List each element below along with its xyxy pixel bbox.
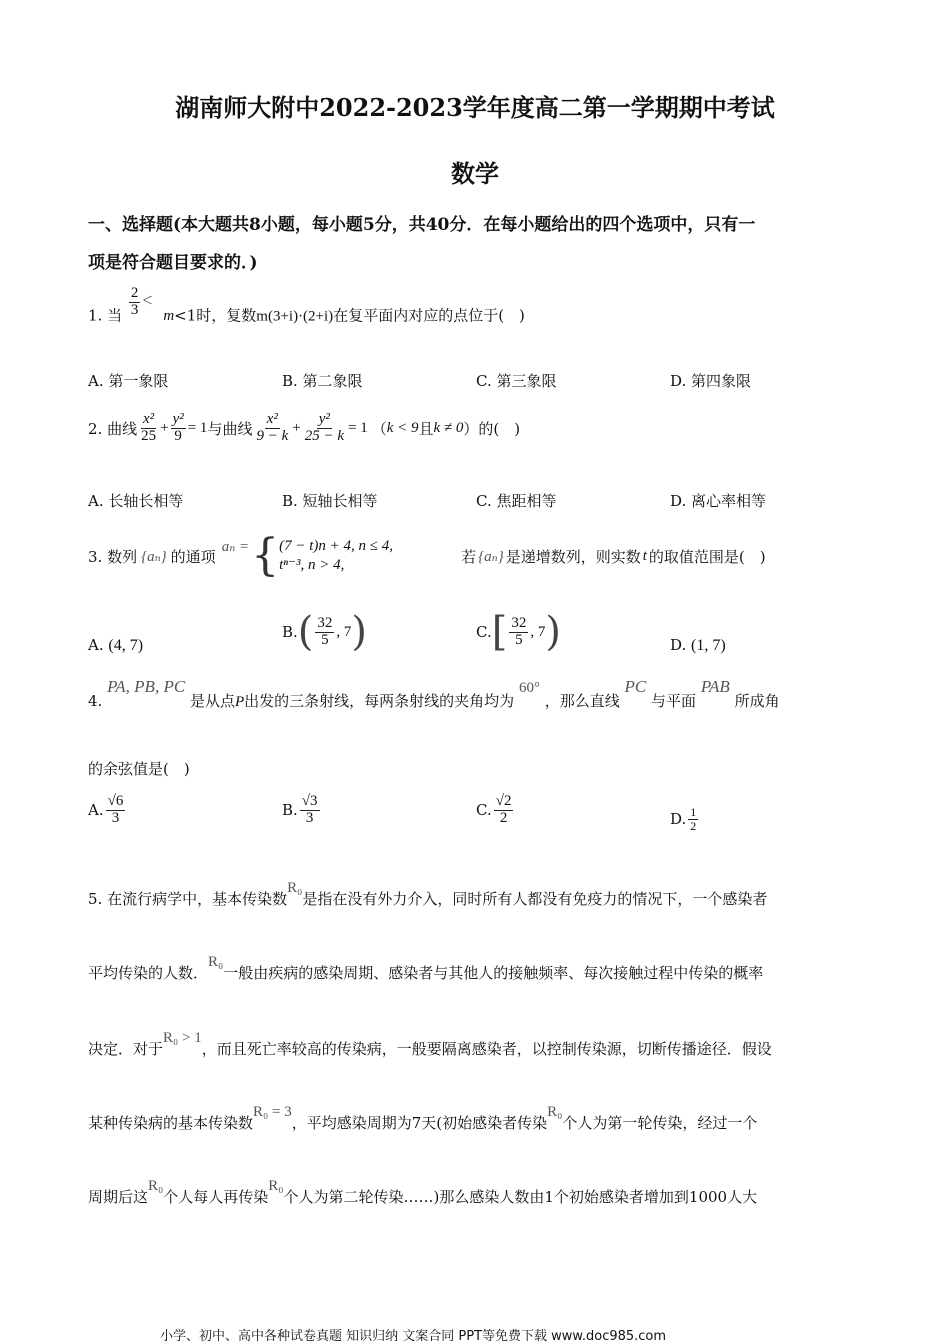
q4-option-a [88,794,127,827]
q3-option-a [88,636,143,655]
q1-fraction [129,286,141,319]
q5-l2a: 平均传染的人数． [88,964,209,982]
q3-option-c-rparen: ) [545,609,561,655]
q3-option-b-frac [315,616,334,649]
q4-option-d-frac [688,806,698,832]
q4-option-b-label: B. [282,801,298,820]
q3-option-b-den: 5 [321,631,329,648]
q3-seq2: {aₙ} [478,548,504,565]
q1-tail: 在复平面内对应的点位于( ) [333,306,525,325]
q5-r0: R₀ [268,1178,284,1194]
q5-l4b: ，平均感染周期为7天(初始感染者传染 [291,1114,548,1132]
q4-option-d-label: D. [670,810,687,829]
q1-number: 1. 当 [88,306,123,325]
q5-line4 [88,1104,758,1133]
q3-text1: 的通项 [170,547,216,566]
section-heading-line1: 一、选择题(本大题共8小题，每小题5分，共40分．在每小题给出的四个选项中，只有一 [88,215,756,235]
q4-text3: ，那么直线 [544,692,620,710]
q4-text4: 与平面 [651,692,697,710]
q3-option-b-rparen: ) [351,609,368,655]
q3-option-c-frac [509,616,528,649]
q3-option-d-value: (1, 7) [691,637,726,654]
q3-option-c-num: 32 [511,614,527,631]
q1-option-b: B. 第二象限 [282,372,363,390]
q2-c2-d1: 9 − k [256,427,289,444]
q2-option-d: D. 离心率相等 [670,492,767,510]
question-1 [88,285,525,333]
q3-case2: tⁿ⁻³, n > 4, [279,557,345,573]
q1-option-c: C. 第三象限 [476,372,557,390]
q2-cond-open: （ [371,419,387,438]
q2-c1-x2: x² [143,411,155,427]
q2-c1-x-term [139,412,158,445]
q1-m: m [163,308,175,325]
q4-option-b-frac [300,794,320,827]
q3-option-b-num: 32 [317,614,333,631]
q5-l5b: 个人每人再传染 [163,1188,269,1206]
q3-option-b-label: B. [282,623,298,641]
q2-c2-x2: x² [266,411,278,427]
q4-PAB: PAB [700,677,730,696]
q1-expr: m(3+i)·(2+i) [256,308,334,325]
q5-l2b: 一般由疾病的感染周期、感染者与其他人的接触频率、每次接触过程中传染的概率 [223,964,764,982]
q3-case1: (7 − t)n + 4, n ≤ 4, [279,538,394,554]
q4-option-b-den: 3 [305,809,314,826]
question-4-line1 [88,677,780,711]
q5-l4c: 个人为第一轮传染，经过一个 [562,1114,758,1132]
q3-text3: 是递增数列，则实数 [505,547,641,566]
q1-fraction-den: 3 [130,301,139,318]
q3-option-b-tail: , 7 [336,623,352,640]
q2-c1-eq: = 1 [187,419,208,436]
q2-cond2: k ≠ 0 [433,419,464,436]
q2-cond-close: ）的( ) [463,419,521,438]
page-footer: 小学、初中、高中各种试卷真题 知识归纳 文案合同 PPT等免费下载 www.doc985.com [160,1329,667,1344]
q4-P: P [234,694,245,710]
q4-angle: 60° [518,680,540,696]
q2-option-c: C. 焦距相等 [476,492,557,510]
q3-brace: { [251,530,280,581]
q4-option-c-num: √2 [495,793,512,809]
q1-rest: <1时，复数 [174,306,257,325]
q5-l4cond: R₀ = 3 [253,1104,292,1120]
q4-option-a-den: 3 [111,809,120,826]
q5-line2 [88,954,764,983]
q4-option-a-frac [106,794,126,827]
q2-c1-y-term [171,412,186,445]
q5-l3b: ，而且死亡率较高的传染病，一般要隔离感染者，以控制传染源，切断传播途径．假设 [201,1040,772,1058]
question-4-line2: 的余弦值是( ) [88,760,190,778]
exam-title: 湖南师大附中2022-2023学年度高二第一学期期中考试 [175,93,775,122]
q2-c1-y2: y² [172,411,184,427]
q3-option-c-label: C. [476,623,492,641]
q3-option-c-den: 5 [515,631,523,648]
q2-c2-y-term [303,412,346,445]
q4-text2: 出发的三条射线，每两条射线的夹角均为 [244,692,515,710]
q3-option-d [670,636,726,655]
question-2 [88,412,520,445]
q5-l3cond: R₀ > 1 [163,1030,202,1046]
q3-option-a-label: A. [88,636,104,654]
q2-c2-y2: y² [318,411,330,427]
q3-option-c-lbracket: [ [491,609,508,655]
q4-PC: PC [624,677,647,696]
q4-option-d-num: 1 [690,805,697,819]
q2-c1-d2: 9 [174,427,182,444]
q2-cond1: k < 9 [386,419,419,436]
q1-option-d: D. 第四象限 [670,372,752,390]
q5-r0: R₀ [287,880,303,896]
q5-line1 [88,880,768,909]
q3-option-a-value: (4, 7) [108,637,144,654]
q3-text2: 若 [461,547,477,566]
q2-mid: 与曲线 [207,419,253,438]
q4-option-d-den: 2 [690,818,697,833]
subject-title: 数学 [451,159,499,188]
q2-c1-plus: + [160,419,169,436]
q3-option-c [476,609,561,655]
q2-number: 2. 曲线 [88,419,138,438]
q4-option-c-den: 2 [499,809,508,826]
q5-r0: R₀ [208,954,224,970]
q3-option-d-label: D. [670,636,687,654]
q3-option-c-tail: , 7 [530,623,546,640]
q5-l1a: 5. 在流行病学中，基本传染数 [88,890,288,908]
q3-an: aₙ = [221,538,250,555]
q2-option-a: A. 长轴长相等 [88,492,184,510]
q2-c2-plus: + [292,419,301,436]
q2-c2-d2: 25 − k [304,427,344,444]
q2-c2-eq: = 1 [347,419,368,436]
q5-line5 [88,1178,758,1207]
q4-option-a-label: A. [88,801,104,820]
question-3 [88,525,766,587]
q5-l1b: 是指在没有外力介入，同时所有人都没有免疫力的情况下，一个感染者 [302,890,768,908]
q4-text5: 所成角 [734,692,780,710]
q4-rays: PA, PB, PC [107,677,186,696]
q3-cases [279,538,449,574]
q4-option-b-num: √3 [301,793,318,809]
q4-option-c-label: C. [476,801,492,820]
q3-t: t [642,547,647,564]
q2-cond-and: 且 [418,419,434,438]
q4-option-d [670,806,700,832]
q4-option-b [282,794,322,827]
q2-c1-d1: 25 [141,427,157,444]
q3-text4: 的取值范围是( ) [648,547,766,566]
q5-l5a: 周期后这 [88,1188,149,1206]
q5-r0: R₀ [148,1178,164,1194]
q5-l3a: 决定．对于 [88,1040,164,1058]
q5-line3 [88,1030,772,1059]
q2-c2-x-term [254,412,290,445]
q4-option-c [476,794,515,827]
q1-option-a: A. 第一象限 [88,372,169,390]
q5-r0: R₀ [547,1104,563,1120]
q3-number: 3. 数列 [88,547,138,566]
q4-text1: 是从点 [189,692,235,710]
q3-option-b-lparen: ( [297,609,314,655]
q2-option-b: B. 短轴长相等 [282,492,378,510]
q4-number: 4. [88,692,103,710]
q3-option-b [282,609,368,655]
q1-lt: < [142,290,153,311]
q5-l5c: 个人为第二轮传染……)那么感染人数由1个初始感染者增加到1000人大 [283,1188,758,1206]
q3-seq: {aₙ} [141,548,167,565]
q4-option-c-frac [494,794,514,827]
q4-option-a-num: √6 [107,793,124,809]
section-heading-line2: 项是符合题目要求的．) [88,253,258,273]
q5-l4a: 某种传染病的基本传染数 [88,1114,254,1132]
q1-fraction-num: 2 [130,285,139,301]
